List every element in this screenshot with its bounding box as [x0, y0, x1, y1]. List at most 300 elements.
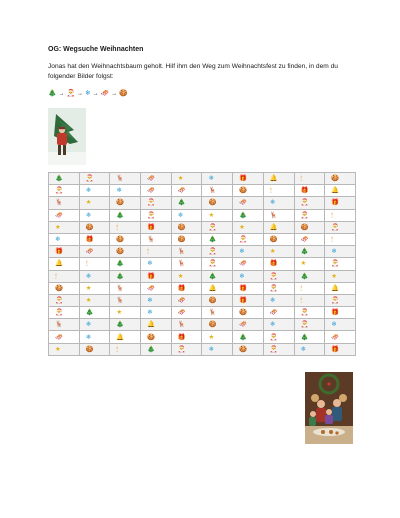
snowflake-icon: ❄	[55, 236, 61, 244]
grid-cell[interactable]	[171, 185, 202, 197]
grid-cell[interactable]	[202, 246, 233, 258]
grid-row	[49, 319, 356, 331]
grid-cell[interactable]	[294, 307, 325, 319]
christmas-tree-icon: 🎄	[147, 345, 156, 353]
grid-cell[interactable]	[263, 282, 294, 294]
grid-row	[49, 343, 356, 355]
grid-cell[interactable]	[49, 221, 80, 233]
sleigh-icon: 🛷	[177, 187, 186, 195]
grid-cell[interactable]	[79, 233, 110, 245]
grid-cell[interactable]	[171, 343, 202, 355]
grid-cell[interactable]	[233, 221, 264, 233]
grid-cell[interactable]	[79, 246, 110, 258]
grid-cell[interactable]	[110, 209, 141, 221]
grid-cell[interactable]	[202, 331, 233, 343]
grid-cell[interactable]	[325, 307, 356, 319]
grid-cell[interactable]	[294, 294, 325, 306]
grid-cell[interactable]	[202, 319, 233, 331]
grid-cell[interactable]	[110, 233, 141, 245]
grid-cell[interactable]	[49, 197, 80, 209]
grid-cell[interactable]	[49, 258, 80, 270]
grid-cell[interactable]	[233, 197, 264, 209]
sleigh-icon: 🛷	[55, 333, 63, 341]
grid-cell[interactable]	[325, 246, 356, 258]
candle-icon: 🕯	[269, 187, 272, 195]
grid-row	[49, 331, 356, 343]
grid-cell[interactable]	[79, 307, 110, 319]
cookie-icon: 🍪	[116, 199, 125, 207]
star-icon: ★	[177, 175, 184, 183]
sleigh-icon: 🛷	[147, 187, 156, 195]
grid-cell[interactable]	[110, 173, 141, 185]
cookie-icon: 🍪	[177, 236, 186, 244]
grid-cell[interactable]	[79, 221, 110, 233]
grid-cell[interactable]	[49, 294, 80, 306]
grid-cell[interactable]	[79, 258, 110, 270]
grid-cell[interactable]	[49, 319, 80, 331]
grid-cell[interactable]	[325, 343, 356, 355]
arrow-right-icon: →	[111, 91, 118, 97]
grid-cell[interactable]	[263, 173, 294, 185]
grid-cell[interactable]	[202, 343, 233, 355]
grid-cell[interactable]	[202, 197, 233, 209]
grid-cell[interactable]	[141, 197, 172, 209]
grid-row	[49, 282, 356, 294]
candle-icon: 🕯	[116, 223, 119, 231]
grid-cell[interactable]	[294, 185, 325, 197]
grid-cell[interactable]	[325, 173, 356, 185]
snowflake-icon: ❄	[85, 187, 92, 195]
grid-cell[interactable]	[79, 282, 110, 294]
snowflake-icon: ❄	[85, 321, 92, 329]
grid-cell[interactable]	[233, 173, 264, 185]
santa-icon: 🎅	[85, 175, 94, 183]
gift-icon: 🎁	[239, 296, 248, 304]
grid-cell[interactable]	[49, 246, 80, 258]
cookie-icon: 🍪	[300, 223, 309, 231]
grid-cell[interactable]	[325, 294, 356, 306]
grid-cell[interactable]	[325, 331, 356, 343]
grid-cell[interactable]	[263, 270, 294, 282]
snowflake-icon: ❄	[116, 187, 122, 195]
page-title: OG: Wegsuche Weihnachten	[48, 46, 144, 53]
arrow-right-icon: →	[76, 91, 83, 97]
grid-cell[interactable]	[110, 294, 141, 306]
grid-cell[interactable]	[294, 246, 325, 258]
grid-cell[interactable]	[79, 331, 110, 343]
grid-cell[interactable]	[171, 331, 202, 343]
grid-cell[interactable]	[202, 185, 233, 197]
grid-cell[interactable]	[49, 343, 80, 355]
snowflake-icon: ❄	[331, 248, 337, 256]
grid-cell[interactable]	[325, 319, 356, 331]
grid-cell[interactable]	[110, 331, 141, 343]
gift-icon: 🎁	[147, 223, 156, 231]
grid-cell[interactable]	[110, 185, 141, 197]
reindeer-icon: 🦌	[116, 284, 125, 292]
grid-cell[interactable]	[79, 197, 110, 209]
grid-cell[interactable]	[263, 319, 294, 331]
grid-cell[interactable]	[263, 294, 294, 306]
christmas-tree-icon: 🎄	[208, 272, 217, 280]
grid-cell[interactable]	[263, 185, 294, 197]
grid-cell[interactable]	[294, 319, 325, 331]
gift-icon: 🎁	[331, 309, 340, 317]
cookie-icon: 🍪	[116, 248, 125, 256]
santa-icon: 🎅	[269, 284, 278, 292]
grid-cell[interactable]	[294, 258, 325, 270]
santa-icon: 🎅	[55, 296, 63, 304]
reindeer-icon: 🦌	[116, 296, 125, 304]
santa-icon: 🎅	[208, 248, 217, 256]
santa-icon: 🎅	[55, 187, 63, 195]
boy-carrying-tree-icon	[48, 108, 86, 165]
grid-cell[interactable]	[49, 331, 80, 343]
candle-icon: 🕯	[147, 248, 149, 256]
grid-cell[interactable]	[325, 258, 356, 270]
grid-cell[interactable]	[325, 197, 356, 209]
grid-row	[49, 233, 356, 245]
grid-row	[49, 221, 356, 233]
reindeer-icon: 🦌	[116, 175, 125, 183]
santa-icon: 🎅	[300, 309, 309, 317]
santa-icon: 🎅	[55, 309, 63, 317]
santa-icon: 🎅	[300, 321, 309, 329]
santa-icon: 🎅	[239, 236, 248, 244]
sleigh-icon: 🛷	[177, 296, 186, 304]
grid-cell[interactable]	[233, 294, 264, 306]
santa-icon: 🎅	[300, 199, 309, 207]
grid-cell[interactable]	[233, 258, 264, 270]
star-icon: ★	[85, 296, 92, 304]
christmas-tree-icon: 🎄	[300, 333, 309, 341]
snowflake-icon: ❄	[208, 175, 214, 183]
grid-cell[interactable]	[141, 307, 172, 319]
santa-icon: 🎅	[177, 345, 186, 353]
grid-cell[interactable]	[110, 343, 141, 355]
grid-cell[interactable]	[325, 282, 356, 294]
grid-cell[interactable]	[49, 233, 80, 245]
grid-cell[interactable]	[263, 307, 294, 319]
christmas-tree-icon: 🎄	[300, 248, 309, 256]
grid-cell[interactable]	[141, 246, 172, 258]
grid-cell[interactable]	[171, 173, 202, 185]
gift-icon: 🎁	[55, 248, 63, 256]
grid-cell[interactable]	[79, 270, 110, 282]
gift-icon: 🎁	[331, 345, 340, 353]
snowflake-icon: ❄	[269, 199, 276, 207]
grid-cell[interactable]	[233, 307, 264, 319]
grid-cell[interactable]	[110, 246, 141, 258]
grid-cell[interactable]	[49, 270, 80, 282]
christmas-tree-icon: 🎄	[116, 272, 125, 280]
grid-row	[49, 173, 356, 185]
grid-cell[interactable]	[171, 246, 202, 258]
grid-cell[interactable]	[202, 270, 233, 282]
family-christmas-picture	[305, 372, 353, 444]
grid-row	[49, 270, 356, 282]
star-icon: ★	[85, 199, 92, 207]
grid-cell[interactable]	[79, 343, 110, 355]
christmas-tree-icon: 🎄	[239, 211, 248, 219]
sleigh-icon: 🛷	[300, 236, 309, 244]
cookie-icon: 🍪	[85, 345, 94, 353]
grid-cell[interactable]	[294, 282, 325, 294]
snowflake-icon: ❄	[147, 296, 153, 304]
grid-cell[interactable]	[171, 282, 202, 294]
bell-icon: 🔔	[331, 284, 340, 292]
grid-cell[interactable]	[325, 270, 356, 282]
grid-cell[interactable]	[141, 282, 172, 294]
grid-cell[interactable]	[294, 331, 325, 343]
grid-cell[interactable]	[110, 221, 141, 233]
grid-cell[interactable]	[294, 209, 325, 221]
cookie-icon: 🍪	[269, 236, 278, 244]
grid-cell[interactable]	[141, 173, 172, 185]
grid-cell[interactable]	[171, 307, 202, 319]
grid-cell[interactable]	[263, 197, 294, 209]
bell-icon: 🔔	[331, 187, 340, 195]
grid-cell[interactable]	[141, 294, 172, 306]
snowflake-icon: ❄	[147, 260, 153, 268]
grid-cell[interactable]	[49, 173, 80, 185]
grid-cell[interactable]	[79, 209, 110, 221]
family-christmas-icon	[305, 372, 353, 444]
grid-cell[interactable]	[171, 233, 202, 245]
path-sequence	[48, 90, 128, 98]
grid-cell[interactable]	[325, 209, 356, 221]
bell-icon: 🔔	[55, 260, 63, 268]
gift-icon: 🎁	[239, 175, 248, 183]
grid-cell[interactable]	[325, 233, 356, 245]
sleigh-icon: 🛷	[100, 90, 110, 97]
grid-cell[interactable]	[141, 221, 172, 233]
santa-icon: 🎅	[269, 345, 278, 353]
candle-icon: 🕯	[300, 175, 303, 183]
christmas-tree-icon: 🎄	[208, 236, 217, 244]
grid-cell[interactable]	[79, 185, 110, 197]
grid-row	[49, 197, 356, 209]
grid-cell[interactable]	[263, 343, 294, 355]
christmas-tree-icon: 🎄	[116, 211, 125, 219]
grid-cell[interactable]	[141, 343, 172, 355]
grid-cell[interactable]	[294, 197, 325, 209]
gift-icon: 🎁	[239, 284, 248, 292]
arrow-right-icon: →	[92, 91, 99, 97]
sleigh-icon: 🛷	[239, 260, 248, 268]
grid-cell[interactable]	[294, 270, 325, 282]
christmas-tree-icon: 🎄	[48, 90, 57, 97]
reindeer-icon: 🦌	[177, 248, 186, 256]
christmas-tree-icon: 🎄	[116, 260, 125, 268]
santa-icon: 🎅	[331, 223, 340, 231]
reindeer-icon: 🦌	[269, 211, 278, 219]
grid-cell[interactable]	[233, 331, 264, 343]
grid-cell[interactable]	[294, 343, 325, 355]
bell-icon: 🔔	[147, 321, 156, 329]
grid-cell[interactable]	[110, 319, 141, 331]
grid-cell[interactable]	[141, 209, 172, 221]
grid-cell[interactable]	[294, 221, 325, 233]
santa-icon: 🎅	[208, 223, 217, 231]
star-icon: ★	[208, 211, 215, 219]
grid-row	[49, 209, 356, 221]
christmas-tree-icon: 🎄	[239, 333, 248, 341]
grid-cell[interactable]	[263, 233, 294, 245]
grid-cell[interactable]	[233, 209, 264, 221]
grid-cell[interactable]	[171, 294, 202, 306]
grid-cell[interactable]	[171, 197, 202, 209]
sleigh-icon: 🛷	[85, 248, 94, 256]
grid-cell[interactable]	[294, 173, 325, 185]
star-icon: ★	[116, 309, 123, 317]
santa-icon: 🎅	[331, 260, 340, 268]
santa-icon: 🎅	[147, 211, 156, 219]
sleigh-icon: 🛷	[147, 284, 156, 292]
sleigh-icon: 🛷	[147, 175, 156, 183]
grid-cell[interactable]	[110, 197, 141, 209]
christmas-tree-icon: 🎄	[177, 199, 186, 207]
grid-cell[interactable]	[171, 258, 202, 270]
grid-cell[interactable]	[141, 258, 172, 270]
sleigh-icon: 🛷	[239, 199, 248, 207]
cookie-icon: 🍪	[147, 333, 156, 341]
grid-cell[interactable]	[263, 221, 294, 233]
grid-row	[49, 258, 356, 270]
candle-icon: 🕯	[331, 236, 334, 244]
boy-carrying-tree-picture	[48, 108, 86, 165]
grid-cell[interactable]	[141, 319, 172, 331]
star-icon: ★	[331, 272, 337, 280]
grid-cell[interactable]	[49, 282, 80, 294]
santa-icon: 🎅	[331, 296, 340, 304]
grid-cell[interactable]	[325, 221, 356, 233]
reindeer-icon: 🦌	[55, 321, 63, 329]
snowflake-icon: ❄	[85, 211, 92, 219]
gift-icon: 🎁	[85, 236, 94, 244]
instructions-text: Jonas hat den Weihnachtsbaum geholt. Hilf ihm den Weg zum Weihnachtsfest zu finden, in dem du folgender Bilder folgst:	[48, 63, 338, 80]
snowflake-icon: ❄	[269, 296, 276, 304]
grid-cell[interactable]	[263, 331, 294, 343]
grid-cell[interactable]	[171, 270, 202, 282]
grid-row	[49, 185, 356, 197]
snowflake-icon: ❄	[331, 321, 337, 329]
grid-cell[interactable]	[202, 173, 233, 185]
grid-cell[interactable]	[171, 221, 202, 233]
grid-cell[interactable]	[141, 331, 172, 343]
santa-icon: 🎅	[147, 199, 156, 207]
grid-cell[interactable]	[110, 307, 141, 319]
grid-cell[interactable]	[325, 185, 356, 197]
grid-cell[interactable]	[263, 246, 294, 258]
grid-cell[interactable]	[263, 258, 294, 270]
star-icon: ★	[55, 345, 61, 353]
grid-cell[interactable]	[79, 294, 110, 306]
gift-icon: 🎁	[269, 260, 278, 268]
grid-cell[interactable]	[141, 185, 172, 197]
grid-row	[49, 307, 356, 319]
reindeer-icon: 🦌	[208, 187, 217, 195]
snowflake-icon: ❄	[208, 345, 214, 353]
reindeer-icon: 🦌	[55, 199, 63, 207]
cookie-icon: 🍪	[208, 199, 217, 207]
snowflake-icon: ❄	[147, 309, 153, 317]
grid-cell[interactable]	[233, 343, 264, 355]
reindeer-icon: 🦌	[147, 236, 156, 244]
grid-cell[interactable]	[141, 270, 172, 282]
star-icon: ★	[300, 260, 307, 268]
candle-icon: 🕯	[331, 211, 334, 219]
snowflake-icon: ❄	[300, 345, 306, 353]
grid-cell[interactable]	[233, 246, 264, 258]
sleigh-icon: 🛷	[269, 309, 278, 317]
cookie-icon: 🍪	[331, 175, 340, 183]
cookie-icon: 🍪	[239, 309, 248, 317]
reindeer-icon: 🦌	[177, 260, 186, 268]
cookie-icon: 🍪	[85, 223, 94, 231]
grid-cell[interactable]	[202, 282, 233, 294]
christmas-tree-icon: 🎄	[300, 272, 309, 280]
candle-icon: 🕯	[85, 260, 88, 268]
snowflake-icon: ❄	[177, 211, 184, 219]
grid-cell[interactable]	[110, 282, 141, 294]
grid-cell[interactable]	[202, 258, 233, 270]
grid-cell[interactable]	[202, 209, 233, 221]
grid-cell[interactable]	[110, 258, 141, 270]
grid-cell[interactable]	[233, 185, 264, 197]
grid-cell[interactable]	[263, 209, 294, 221]
grid-cell[interactable]	[294, 233, 325, 245]
grid-cell[interactable]	[171, 209, 202, 221]
grid-cell[interactable]	[49, 209, 80, 221]
bell-icon: 🔔	[269, 175, 278, 183]
arrow-right-icon: →	[58, 91, 65, 97]
grid-cell[interactable]	[79, 319, 110, 331]
grid-cell[interactable]	[202, 294, 233, 306]
grid-cell[interactable]	[79, 173, 110, 185]
grid-cell[interactable]	[49, 185, 80, 197]
candle-icon: 🕯	[300, 284, 303, 292]
reindeer-icon: 🦌	[208, 309, 217, 317]
grid-cell[interactable]	[49, 307, 80, 319]
star-icon: ★	[239, 223, 245, 231]
cookie-icon: 🍪	[119, 90, 128, 97]
snowflake-icon: ❄	[239, 248, 245, 256]
grid-cell[interactable]	[202, 307, 233, 319]
candle-icon: 🕯	[300, 296, 303, 304]
sleigh-icon: 🛷	[239, 321, 248, 329]
grid-cell[interactable]	[233, 233, 264, 245]
santa-icon: 🎅	[66, 90, 75, 97]
cookie-icon: 🍪	[116, 236, 125, 244]
star-icon: ★	[85, 284, 92, 292]
grid-cell[interactable]	[233, 319, 264, 331]
grid-cell[interactable]	[233, 270, 264, 282]
grid-cell[interactable]	[202, 233, 233, 245]
santa-icon: 🎅	[300, 211, 309, 219]
grid-cell[interactable]	[233, 282, 264, 294]
grid-cell[interactable]	[202, 221, 233, 233]
candle-icon: 🕯	[55, 272, 57, 280]
star-icon: ★	[177, 272, 184, 280]
grid-cell[interactable]	[171, 319, 202, 331]
gift-icon: 🎁	[331, 199, 340, 207]
maze-grid	[48, 172, 356, 356]
bell-icon: 🔔	[208, 284, 217, 292]
grid-cell[interactable]	[110, 270, 141, 282]
grid-cell[interactable]	[141, 233, 172, 245]
grid-row	[49, 294, 356, 306]
